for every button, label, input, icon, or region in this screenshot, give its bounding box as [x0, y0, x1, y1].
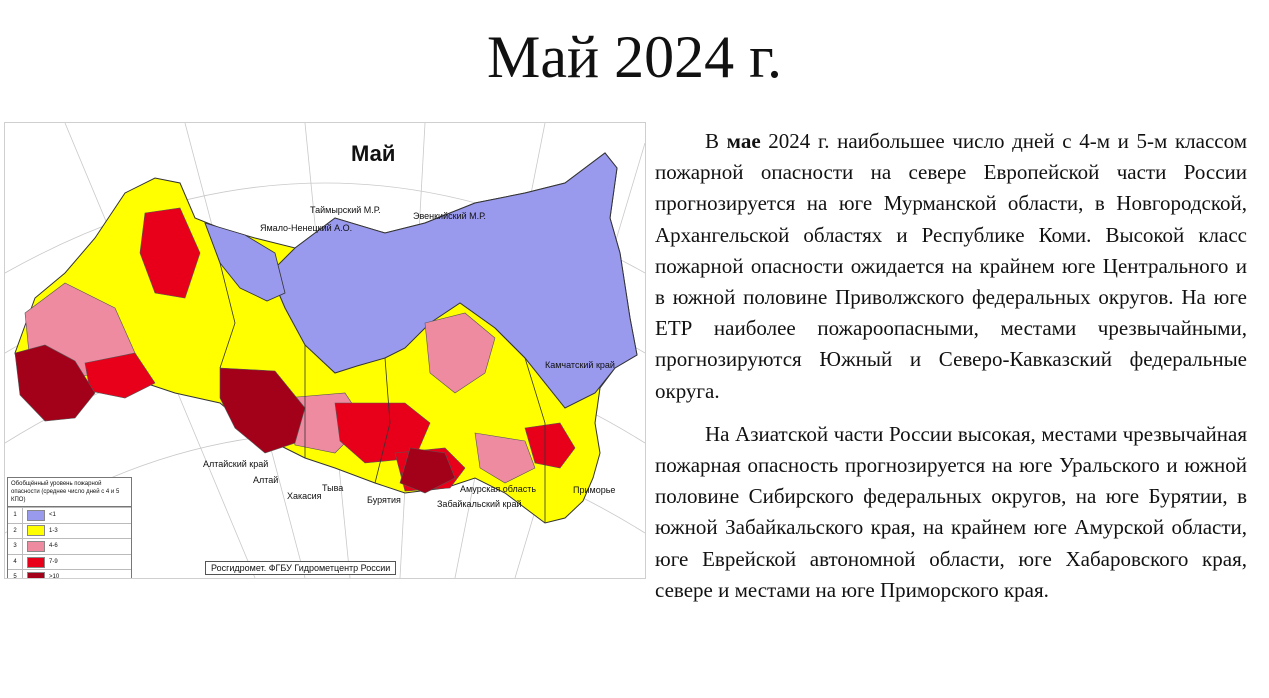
legend-row — [8, 538, 131, 554]
legend-row — [8, 554, 131, 570]
p1-body: 2024 г. наибольшее число дней с 4-м и 5-м классом пожарной опасности на севере Европейской части России прогнозируется на юге Мурманской области, в Новгородской, Архангельской областях и Республике Коми. Высокой класс пожарной опасности ожидается на крайнем юге Центрального и в южной половине Приволжского федеральных округов. На юге ЕТР наиболее пожароопасными, местами чрезвычайными, прогнозируются Южный и Северо-Кавказский федеральные округа. — [655, 129, 1247, 403]
description-text — [655, 126, 1247, 606]
p1-month: мае — [726, 129, 761, 153]
label-evenki: Эвенкийский М.Р. — [413, 211, 486, 221]
legend-class-number: 5 — [8, 570, 23, 579]
legend-range: <1 — [49, 512, 56, 518]
legend-class-number: 1 — [8, 508, 23, 523]
paragraph-european-russia — [655, 126, 1247, 407]
fire-danger-map — [4, 122, 646, 579]
label-taimyr: Таймырский М.Р. — [310, 205, 381, 215]
label-primorye: Приморье — [573, 485, 616, 495]
paragraph-asian-russia: На Азиатской части России высокая, местами чрезвычайная пожарная опасность прогнозируется на юге Уральского и южной половине Сибирского федеральных округов, на юге Бурятии, в южной Забайкальского края, на крайнем юге Амурской области, юге Еврейской автономной области, юге Хабаровского края, севере и местами на юге Приморского края. — [655, 421, 1247, 602]
label-amur: Амурская область — [460, 484, 537, 494]
legend-swatch — [27, 525, 45, 536]
label-zabaikal: Забайкальский край — [437, 499, 522, 509]
legend-range: 1-3 — [49, 527, 58, 534]
legend-range: 7-9 — [49, 558, 58, 565]
legend-row — [8, 523, 131, 539]
legend-swatch — [27, 541, 45, 552]
p1-lead: В — [705, 129, 727, 153]
map-credit: Росгидромет. ФГБУ Гидрометцентр России — [205, 561, 396, 575]
legend-row — [8, 507, 131, 523]
label-khakasia: Хакасия — [287, 491, 322, 501]
slide-title: Май 2024 г. — [487, 24, 782, 90]
label-buryatia: Бурятия — [367, 495, 401, 505]
label-altai: Алтай — [253, 475, 279, 485]
label-yamal: Ямало-Ненецкий А.О. — [260, 223, 353, 233]
legend-class-number: 2 — [8, 524, 23, 539]
legend-class-number: 3 — [8, 539, 23, 554]
legend-row — [8, 569, 131, 579]
label-kamchatka: Камчатский край — [545, 360, 615, 370]
legend-swatch — [27, 510, 45, 521]
legend-swatch — [27, 557, 45, 568]
legend-class-number: 4 — [8, 555, 23, 570]
map-legend — [7, 477, 132, 579]
map-heading: Май — [351, 141, 396, 166]
legend-title: Обобщённый уровень пожарной опасности (среднее число дней с 4 и 5 КПО) — [8, 478, 131, 507]
legend-range: 4-6 — [49, 543, 58, 550]
label-altai-krai: Алтайский край — [203, 459, 269, 469]
label-tyva: Тыва — [322, 483, 344, 493]
legend-range: >10 — [49, 574, 60, 579]
legend-swatch — [27, 572, 45, 579]
